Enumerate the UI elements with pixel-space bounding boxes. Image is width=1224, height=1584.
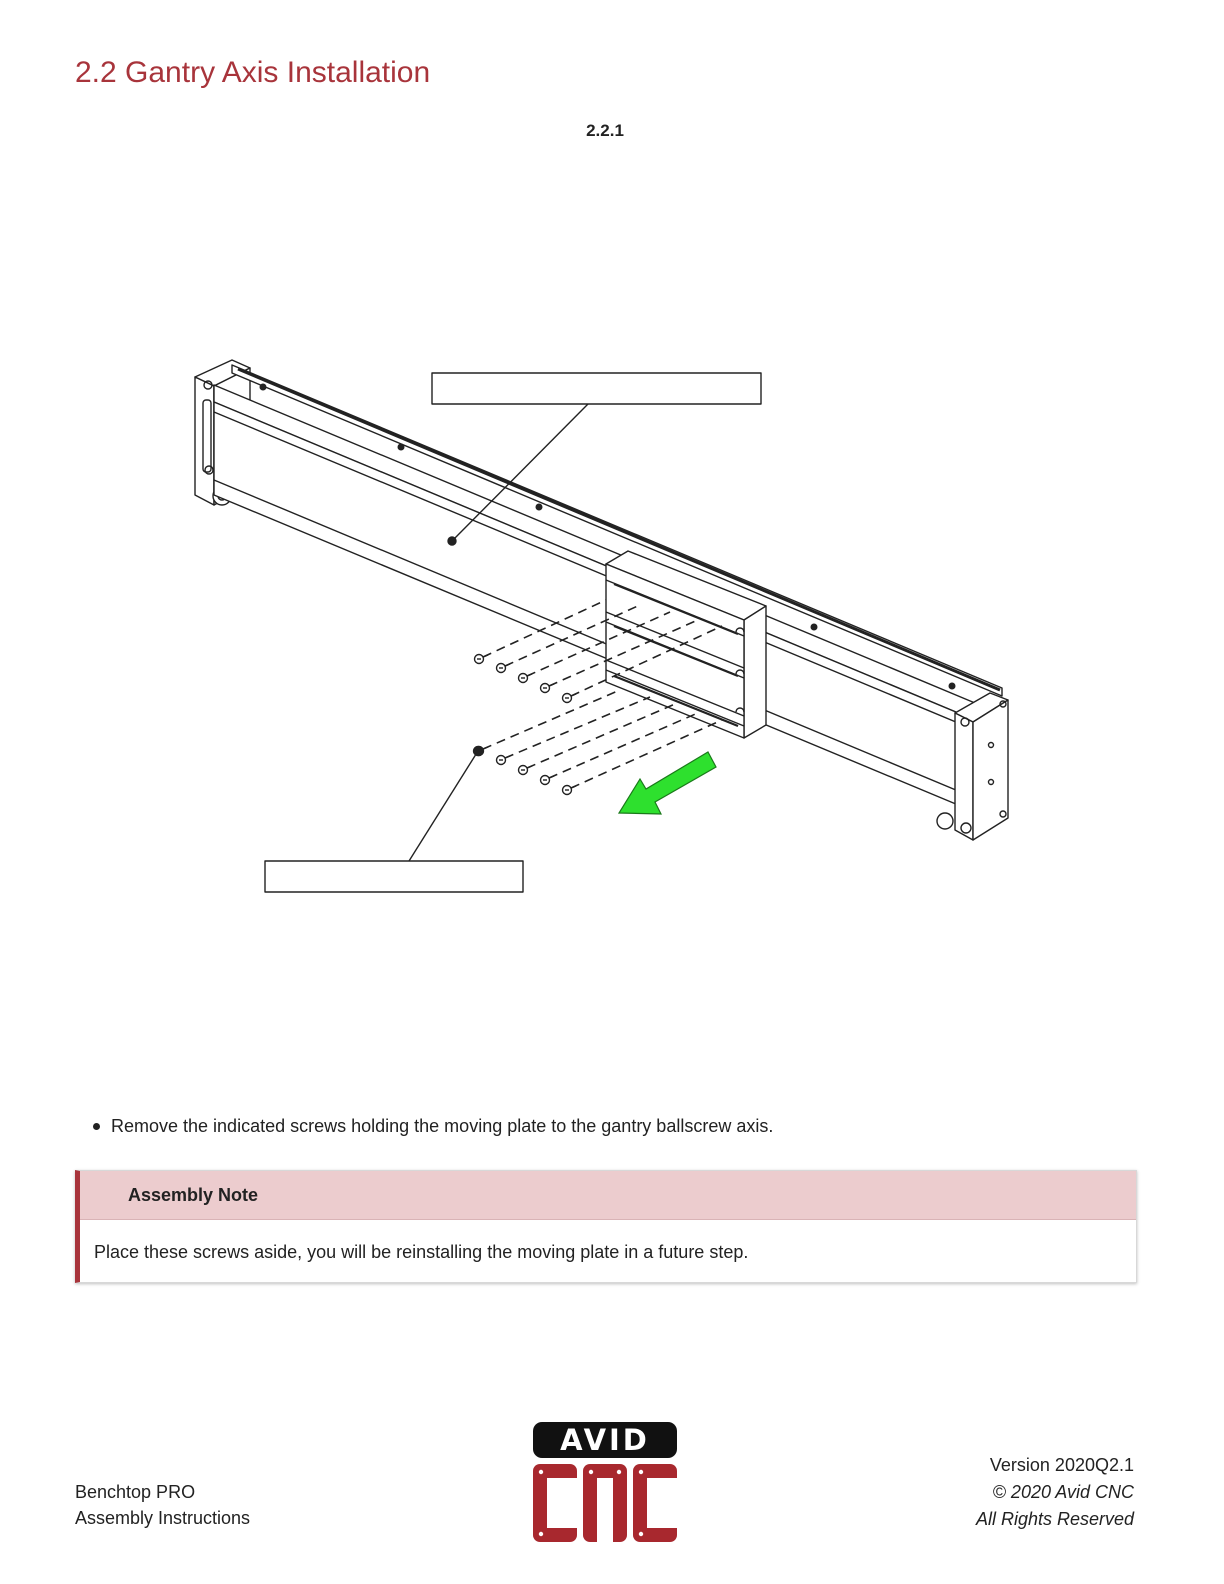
footer-left bbox=[75, 1479, 250, 1531]
screws bbox=[475, 655, 577, 795]
instruction-item: Remove the indicated screws holding the moving plate to the gantry ballscrew axis. bbox=[93, 1113, 773, 1139]
avid-cnc-logo bbox=[530, 1420, 680, 1544]
instruction-list bbox=[93, 1113, 773, 1139]
direction-arrow bbox=[619, 752, 716, 814]
note-body: Place these screws aside, you will be reinstalling the moving plate in a future step. bbox=[94, 1242, 749, 1262]
footer-version: Version 2020Q2.1 bbox=[989, 1455, 1134, 1475]
logo-top-text: AVID bbox=[560, 1423, 650, 1457]
footer-rights: All Rights Reserved bbox=[975, 1509, 1134, 1529]
step-number: 2.2.1 bbox=[586, 121, 624, 140]
axis-body bbox=[214, 385, 975, 812]
footer-product: Benchtop PRO bbox=[75, 1482, 196, 1502]
section-title: 2.2 Gantry Axis Installation bbox=[75, 56, 431, 89]
callout-lower bbox=[265, 747, 523, 893]
footer-right bbox=[976, 1452, 1134, 1533]
footer-copyright: © 2020 Avid CNC bbox=[992, 1482, 1134, 1502]
note-heading: Assembly Note bbox=[80, 1171, 1136, 1220]
assembly-note bbox=[75, 1170, 1137, 1283]
footer-doc-type: Assembly Instructions bbox=[75, 1508, 251, 1528]
